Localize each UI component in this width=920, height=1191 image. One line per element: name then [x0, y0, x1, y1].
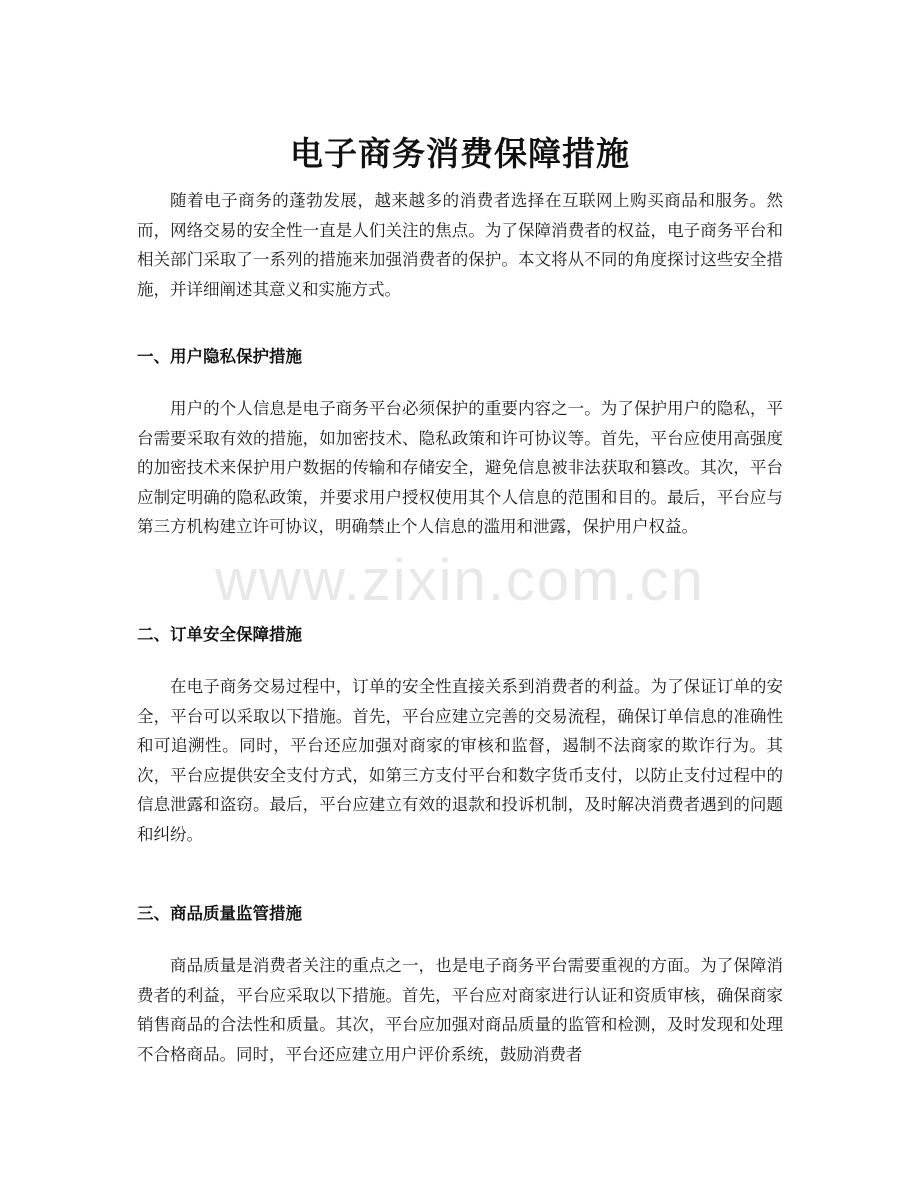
- document-title: 电子商务消费保障措施: [290, 134, 630, 174]
- section-body-privacy: 用户的个人信息是电子商务平台必须保护的重要内容之一。为了保护用户的隐私，平台需要采取有效的措施，如加密技术、隐私政策和许可协议等。首先，平台应使用高强度的加密技术来保护用户数据的传输和存储安全，避免信息被非法获取和篡改。其次，平台应制定明确的隐私政策，并要求用户授权使用其个人信息的范围和目的。最后，平台应与第三方机构建立许可协议，明确禁止个人信息的滥用和泄露，保护用户权益。: [137, 399, 783, 537]
- section-body-quality-supervision: 商品质量是消费者关注的重点之一，也是电子商务平台需要重视的方面。为了保障消费者的利益，平台应采取以下措施。首先，平台应对商家进行认证和资质审核，确保商家销售商品的合法性和质量。其次，平台应加强对商品质量的监管和检测，及时发现和处理不合格商品。同时，平台还应建立用户评价系统，鼓励消费者: [137, 956, 783, 1064]
- section-heading-privacy: 一、用户隐私保护措施: [137, 347, 302, 366]
- intro-paragraph: 随着电子商务的蓬勃发展，越来越多的消费者选择在互联网上购买商品和服务。然而，网络交易的安全性一直是人们关注的焦点。为了保障消费者的权益，电子商务平台和相关部门采取了一系列的措施来加强消费者的保护。本文将从不同的角度探讨这些安全措施，并详细阐述其意义和实施方式。: [137, 191, 783, 299]
- section-body-order-security: 在电子商务交易过程中，订单的安全性直接关系到消费者的利益。为了保证订单的安全，平台可以采取以下措施。首先，平台应建立完善的交易流程，确保订单信息的准确性和可追溯性。同时，平台还应加强对商家的审核和监督，遏制不法商家的欺诈行为。其次，平台应提供安全支付方式，如第三方支付平台和数字货币支付，以防止支付过程中的信息泄露和盗窃。最后，平台应建立有效的退款和投诉机制，及时解决消费者遇到的问题和纠纷。: [137, 677, 783, 844]
- watermark-text: www.zixin.com.cn: [215, 548, 705, 613]
- section-heading-quality-supervision: 三、商品质量监管措施: [137, 904, 302, 923]
- section-heading-order-security: 二、订单安全保障措施: [137, 625, 302, 644]
